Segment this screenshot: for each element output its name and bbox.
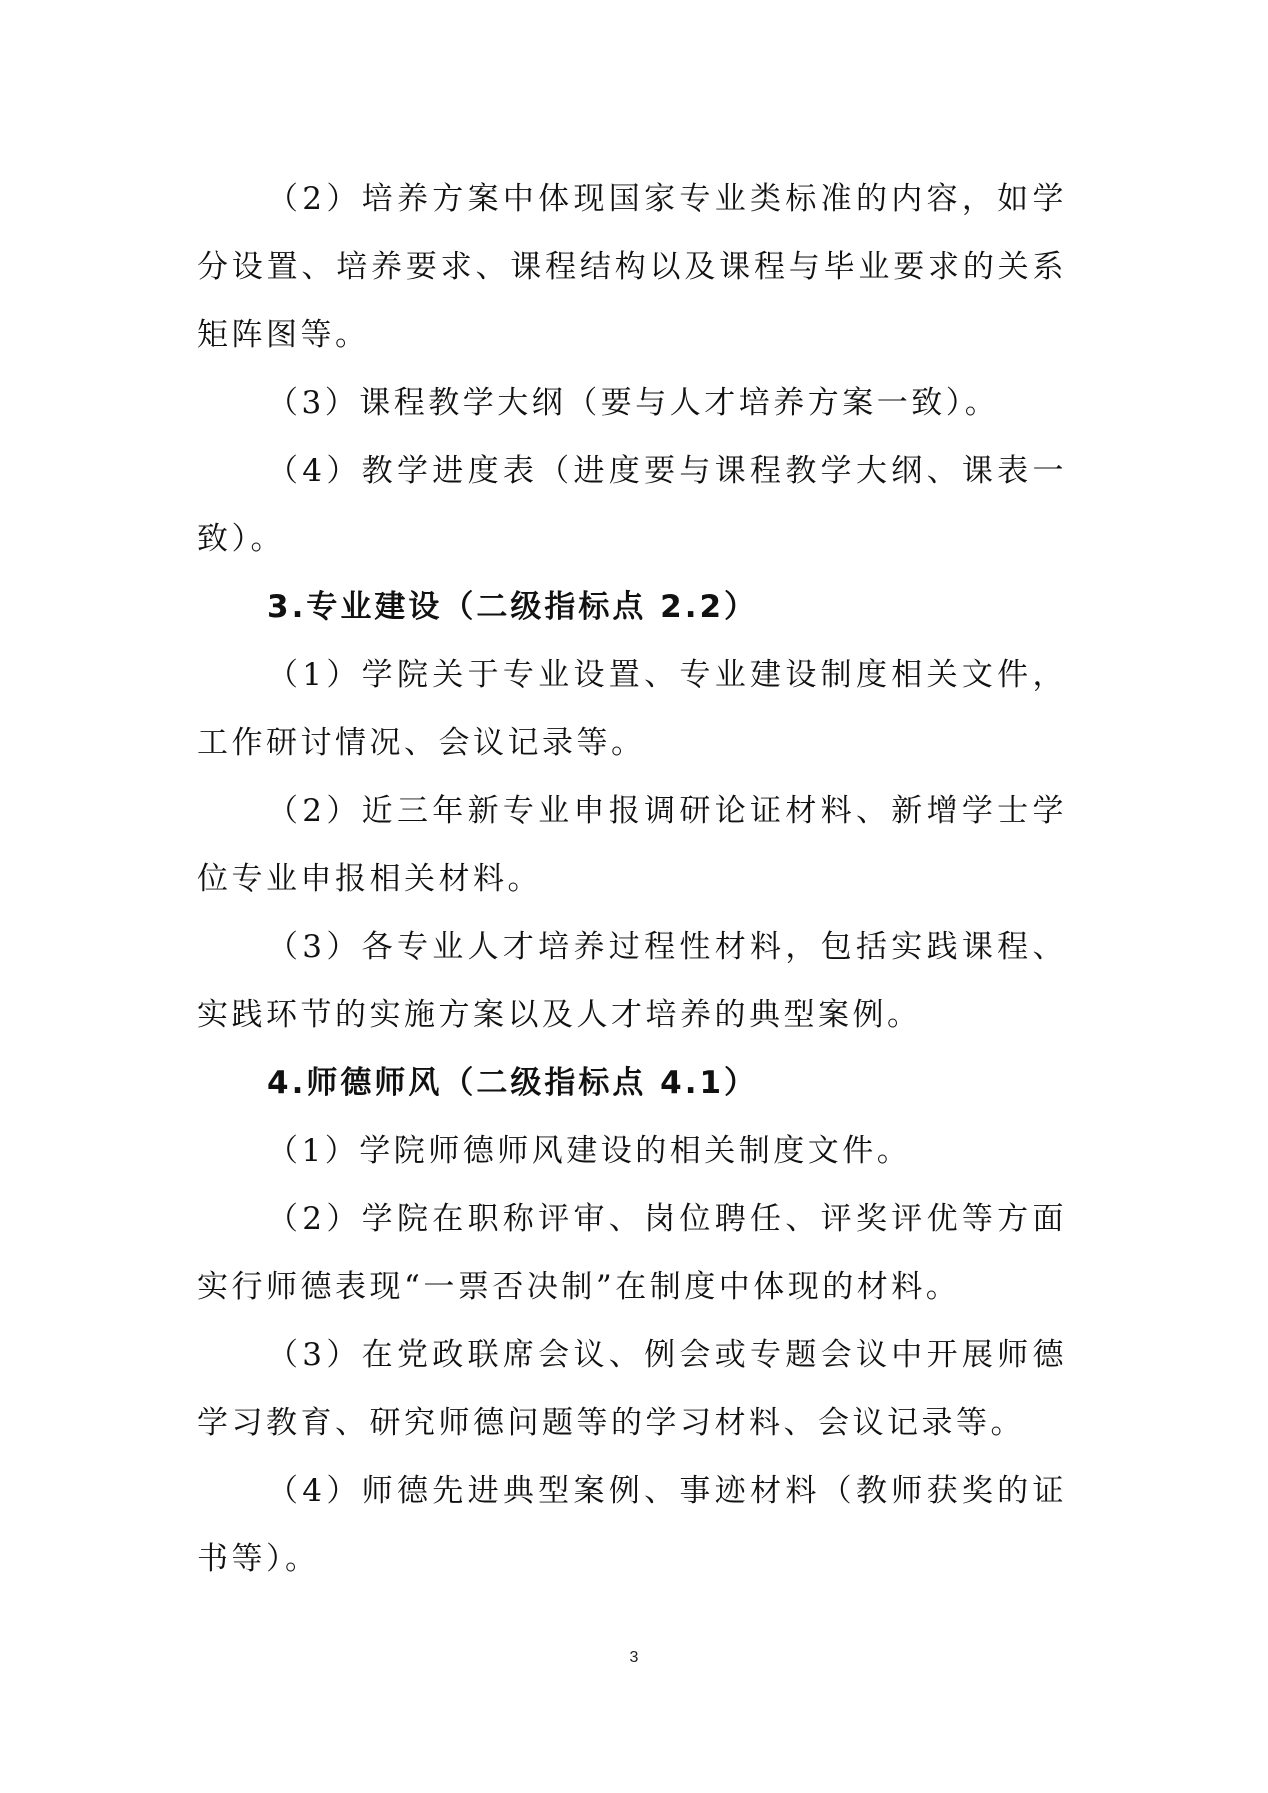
paragraph-course-syllabus: （3）课程教学大纲（要与人才培养方案一致）。 xyxy=(267,385,1000,421)
paragraph-ethics-system-documents: （1）学院师德师风建设的相关制度文件。 xyxy=(267,1133,912,1169)
paragraph-training-process-materials: （3）各专业人才培养过程性材料，包括实践课程、实践环节的实施方案以及人才培养的典型案例。 xyxy=(197,929,1067,1033)
document-body xyxy=(197,165,1067,1593)
paragraph-training-plan-standards: （2）培养方案中体现国家专业类标准的内容，如学分设置、培养要求、课程结构以及课程与毕业要求的关系矩阵图等。 xyxy=(197,181,1067,353)
section-heading-major-construction: 3.专业建设（二级指标点 2.2） xyxy=(267,589,759,625)
paragraph-ethics-exemplary-cases: （4）师德先进典型案例、事迹材料（教师获奖的证书等）。 xyxy=(197,1473,1067,1577)
page-number: 3 xyxy=(629,1649,639,1666)
section-heading-teacher-ethics: 4.师德师风（二级指标点 4.1） xyxy=(267,1065,759,1101)
paragraph-major-setup-documents: （1）学院关于专业设置、专业建设制度相关文件，工作研讨情况、会议记录等。 xyxy=(197,657,1067,761)
paragraph-new-major-application: （2）近三年新专业申报调研论证材料、新增学士学位专业申报相关材料。 xyxy=(197,793,1067,897)
paragraph-ethics-meeting-records: （3）在党政联席会议、例会或专题会议中开展师德学习教育、研究师德问题等的学习材料、会议记录等。 xyxy=(197,1337,1067,1441)
paragraph-teaching-schedule: （4）教学进度表（进度要与课程教学大纲、课表一致）。 xyxy=(197,453,1067,557)
paragraph-ethics-veto-system: （2）学院在职称评审、岗位聘任、评奖评优等方面实行师德表现“一票否决制”在制度中体现的材料。 xyxy=(197,1201,1067,1305)
